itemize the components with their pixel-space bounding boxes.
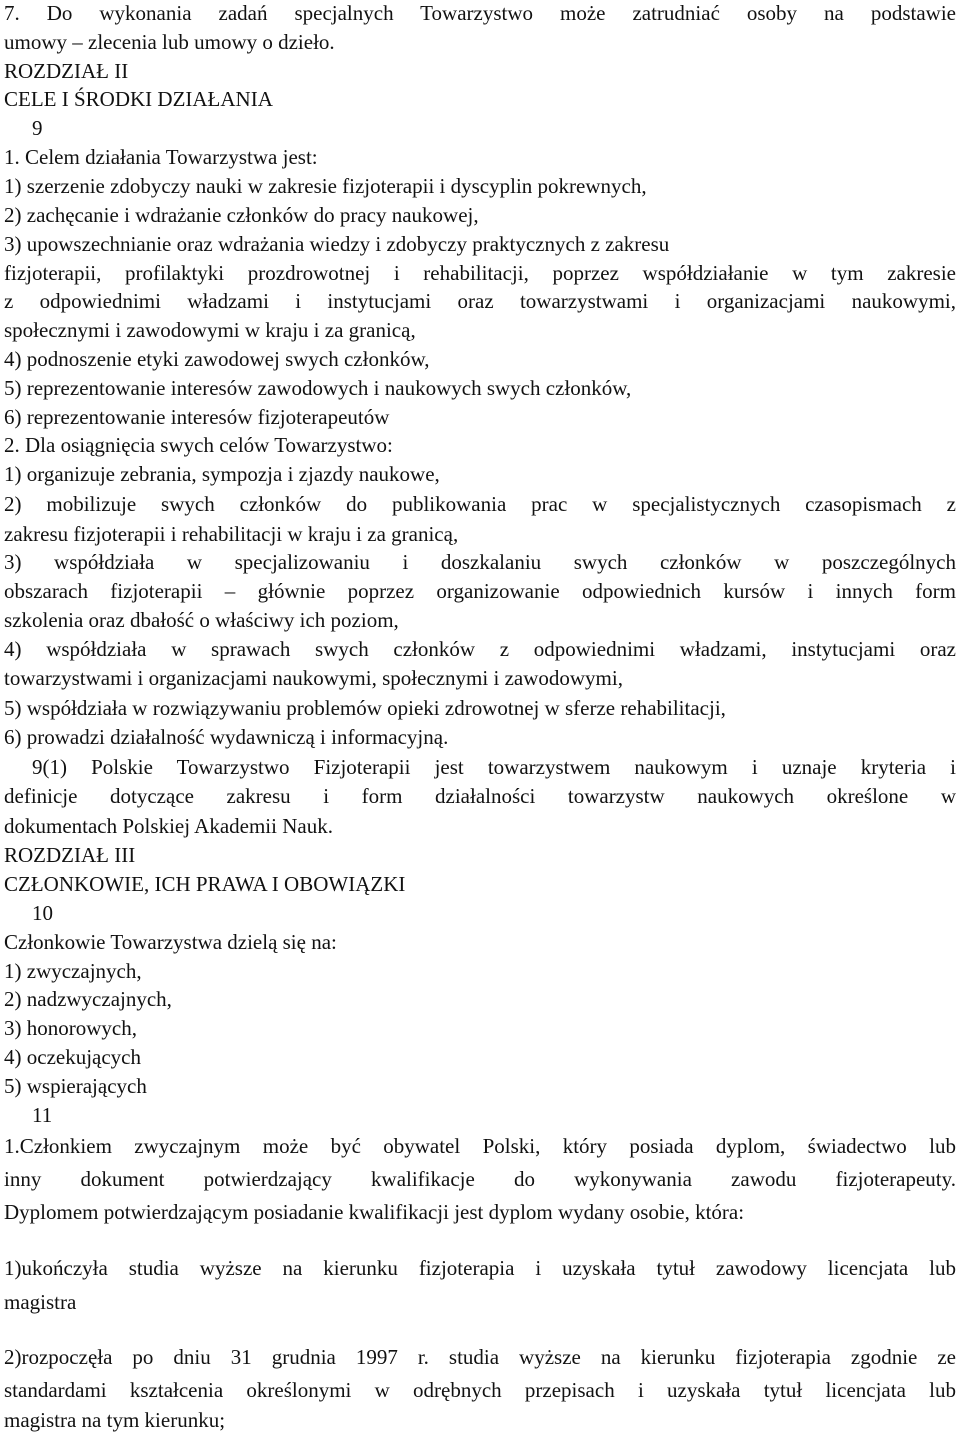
section-9-paragraph-1-item-1: 1) szerzenie zdobyczy nauki w zakresie fizjoterapii i dyscyplin pokrewnych, <box>4 174 647 198</box>
section-9-paragraph-2-item-6: 6) prowadzi działalność wydawniczą i informacyjną. <box>4 725 449 749</box>
article-8-point-7-line-2: umowy – zlecenia lub umowy o dzieło. <box>4 30 335 54</box>
section-9-paragraph-2-item-4-line-2: towarzystwami i organizacjami naukowymi, społecznymi i zawodowymi, <box>4 666 623 690</box>
section-9-paragraph-2-item-3-line-1: 3) współdziała w specjalizowaniu i doszkalaniu swych członków w poszczególnych <box>4 550 956 574</box>
section-11-paragraph-1-line-1: 1.Członkiem zwyczajnym może być obywatel Polski, który posiada dyplom, świadectwo lub <box>4 1134 956 1158</box>
section-11-number: 11 <box>32 1103 53 1127</box>
section-9-paragraph-1-item-6: 6) reprezentowanie interesów fizjoterapeutów <box>4 405 390 429</box>
section-10-number: 10 <box>32 901 53 925</box>
section-10-item-2: 2) nadzwyczajnych, <box>4 987 172 1011</box>
section-9-paragraph-2-item-4-line-1: 4) współdziała w sprawach swych członków z odpowiednimi władzami, instytucjami oraz <box>4 637 956 661</box>
section-9-1-line-2: definicje dotyczące zakresu i form działalności towarzystw naukowych określone w <box>4 784 956 808</box>
section-9-paragraph-1-item-3-line-3: z odpowiednimi władzami i instytucjami oraz towarzystwami i organizacjami naukowymi, <box>4 289 956 313</box>
section-11-item-1-line-1: 1)ukończyła studia wyższe na kierunku fizjoterapia i uzyskała tytuł zawodowy licencjata lub <box>4 1256 956 1280</box>
section-10-item-5: 5) wspierających <box>4 1074 147 1098</box>
section-9-paragraph-2-item-2-line-2: zakresu fizjoterapii i rehabilitacji w kraju i za granicą, <box>4 522 459 546</box>
section-11-item-1-line-2: magistra <box>4 1290 77 1314</box>
section-11-item-2-line-1: 2)rozpoczęła po dniu 31 grudnia 1997 r. studia wyższe na kierunku fizjoterapia zgodnie ze <box>4 1345 956 1369</box>
section-9-paragraph-1-item-2: 2) zachęcanie i wdrażanie członków do pracy naukowej, <box>4 203 479 227</box>
section-9-paragraph-2-item-1: 1) organizuje zebrania, sympozja i zjazdy naukowe, <box>4 462 440 486</box>
section-10-item-1: 1) zwyczajnych, <box>4 959 142 983</box>
section-9-paragraph-1-item-4: 4) podnoszenie etyki zawodowej swych członków, <box>4 347 430 371</box>
section-9-paragraph-1-item-3-line-4: społecznymi i zawodowymi w kraju i za granicą, <box>4 318 416 342</box>
section-9-number: 9 <box>32 116 43 140</box>
section-10-item-3: 3) honorowych, <box>4 1016 137 1040</box>
section-9-paragraph-1-item-5: 5) reprezentowanie interesów zawodowych i naukowych swych członków, <box>4 376 632 400</box>
section-9-paragraph-2-item-3-line-2: obszarach fizjoterapii – głównie poprzez organizowanie odpowiednich kursów i innych form <box>4 579 956 603</box>
section-9-paragraph-2-item-3-line-3: szkolenia oraz dbałość o właściwy ich poziom, <box>4 608 399 632</box>
section-9-1-line-3: dokumentach Polskiej Akademii Nauk. <box>4 814 333 838</box>
chapter-2-heading: ROZDZIAŁ II <box>4 59 129 83</box>
chapter-3-heading: ROZDZIAŁ III <box>4 843 136 867</box>
section-9-paragraph-1-item-3-line-1: 3) upowszechnianie oraz wdrażania wiedzy i zdobyczy praktycznych z zakresu <box>4 232 670 256</box>
section-10-intro: Członkowie Towarzystwa dzielą się na: <box>4 930 337 954</box>
section-9-paragraph-2-intro: 2. Dla osiągnięcia swych celów Towarzystwo: <box>4 433 393 457</box>
section-9-1-line-1: 9(1) Polskie Towarzystwo Fizjoterapii jest towarzystwem naukowym i uznaje kryteria i <box>32 755 956 779</box>
section-11-item-2-line-3: magistra na tym kierunku; <box>4 1408 226 1432</box>
chapter-3-title: CZŁONKOWIE, ICH PRAWA I OBOWIĄZKI <box>4 872 406 896</box>
section-10-item-4: 4) oczekujących <box>4 1045 142 1069</box>
section-11-item-2-line-2: standardami kształcenia określonymi w odrębnych przepisach i uzyskała tytuł licencjata lub <box>4 1378 956 1402</box>
section-9-paragraph-1-item-3-line-2: fizjoterapii, profilaktyki prozdrowotnej i rehabilitacji, poprzez współdziałanie w tym zakresie <box>4 261 956 285</box>
section-9-paragraph-2-item-2-line-1: 2) mobilizuje swych członków do publikowania prac w specjalistycznych czasopismach z <box>4 492 956 516</box>
article-8-point-7-line-1: 7. Do wykonania zadań specjalnych Towarzystwo może zatrudniać osoby na podstawie <box>4 1 956 25</box>
section-9-paragraph-1-intro: 1. Celem działania Towarzystwa jest: <box>4 145 318 169</box>
section-11-paragraph-1-line-3: Dyplomem potwierdzającym posiadanie kwalifikacji jest dyplom wydany osobie, która: <box>4 1200 745 1224</box>
chapter-2-title: CELE I ŚRODKI DZIAŁANIA <box>4 87 273 111</box>
section-9-paragraph-2-item-5: 5) współdziała w rozwiązywaniu problemów opieki zdrowotnej w sferze rehabilitacji, <box>4 696 726 720</box>
section-11-paragraph-1-line-2: inny dokument potwierdzający kwalifikacje do wykonywania zawodu fizjoterapeuty. <box>4 1167 956 1191</box>
